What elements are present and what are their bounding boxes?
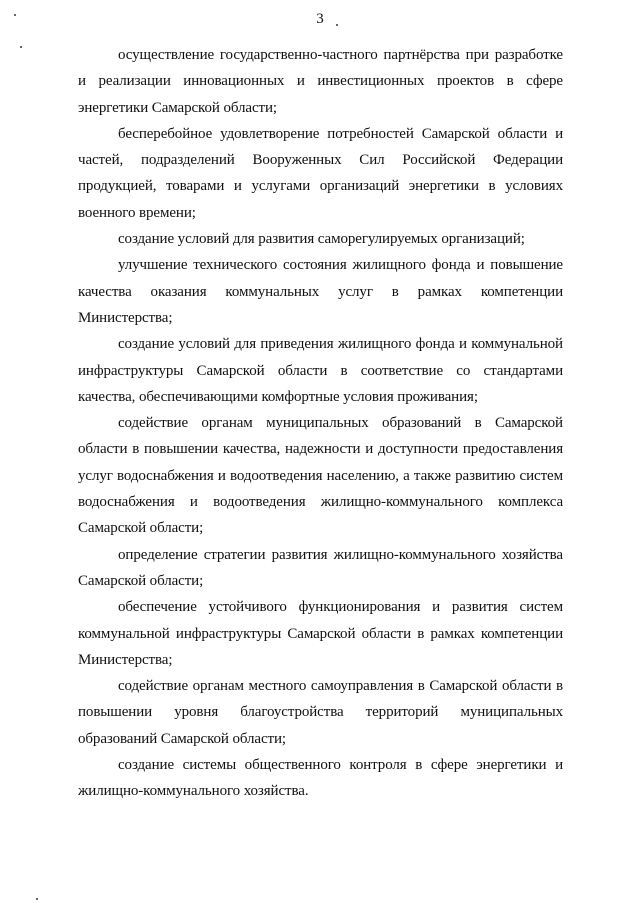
paragraph: определение стратегии развития жилищно-коммунального хозяйства Самарской области; <box>78 546 563 589</box>
scan-speck <box>36 898 38 900</box>
paragraph: содействие органам муниципальных образований в Самарской области в повышении качества, надежности и доступности предоставления услуг водоснабжения и водоотведения населению, а также развитию систем водоснабжения и водоотведения жилищно-коммунального комплекса Самарской области; <box>78 415 563 537</box>
scan-speck <box>20 46 22 48</box>
page-number: 3 <box>316 11 324 27</box>
paragraph: создание условий для развития саморегулируемых организаций; <box>118 231 525 248</box>
paragraph: осуществление государственно-частного партнёрства при разработке и реализации инновационных и инвестиционных проектов в сфере энергетики Самарской области; <box>78 47 563 116</box>
document-body <box>78 42 563 805</box>
paragraph: бесперебойное удовлетворение потребностей Самарской области и частей, подразделений Вооруженных Сил Российской Федерации продукцией, товарами и услугами организаций энергетики в условиях военного времени; <box>78 125 563 221</box>
paragraph: создание системы общественного контроля в сфере энергетики и жилищно-коммунального хозяйства. <box>78 757 563 800</box>
paragraph: улучшение технического состояния жилищного фонда и повышение качества оказания коммунальных услуг в рамках компетенции Министерства; <box>78 257 563 326</box>
paragraph: создание условий для приведения жилищного фонда и коммунальной инфраструктуры Самарской области в соответствие со стандартами качества, обеспечивающими комфортные условия проживания; <box>78 336 563 405</box>
paragraph: содействие органам местного самоуправления в Самарской области в повышении уровня благоустройства территорий муниципальных образований Самарской области; <box>78 678 563 747</box>
paragraph: обеспечение устойчивого функционирования и развития систем коммунальной инфраструктуры Самарской области в рамках компетенции Министерства; <box>78 599 563 668</box>
scan-speck <box>336 24 338 26</box>
scan-speck <box>14 14 16 16</box>
